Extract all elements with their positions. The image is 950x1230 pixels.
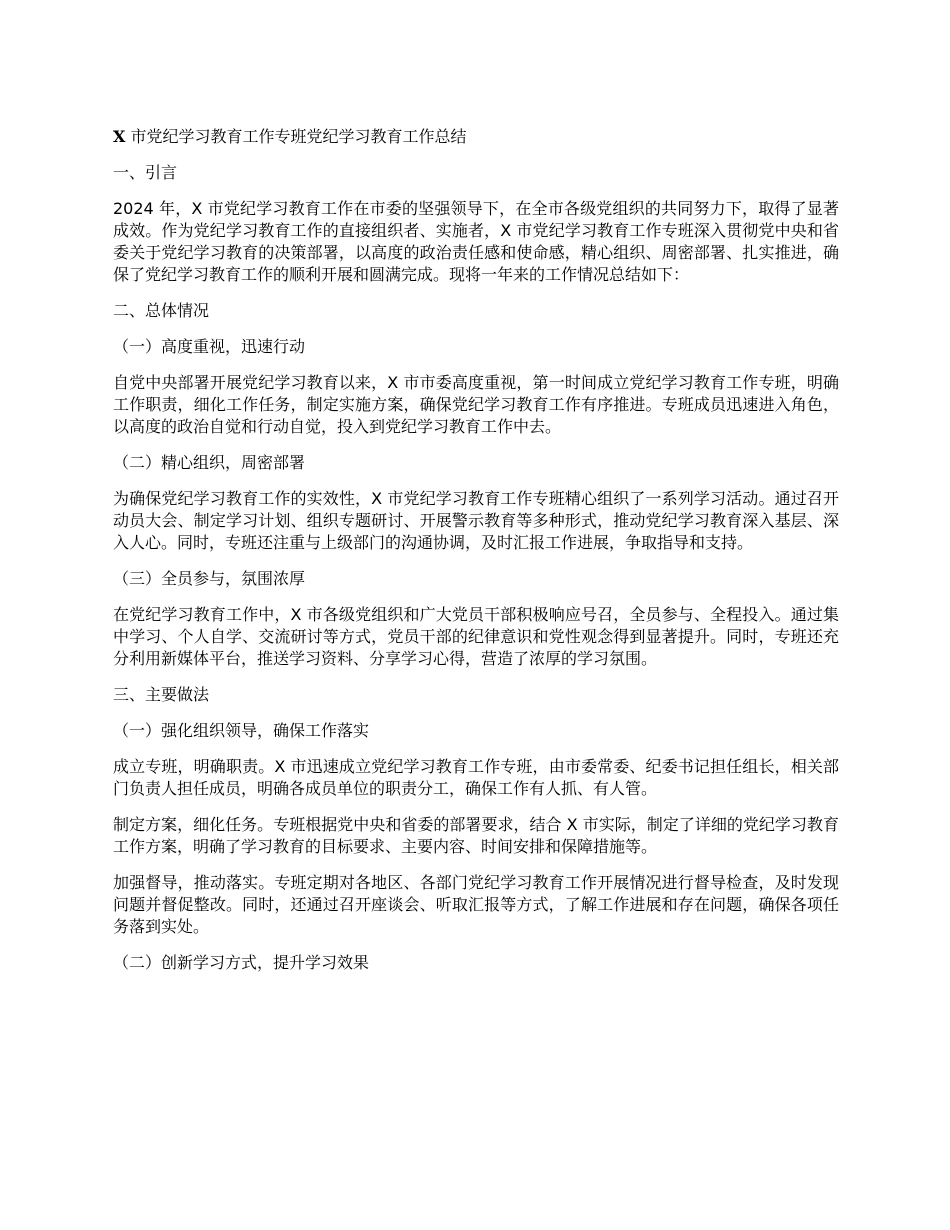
section-heading: 二、总体情况 bbox=[113, 301, 210, 320]
paragraph: 为确保党纪学习教育工作的实效性，X 市党纪学习教育工作专班精心组织了一系列学习活动。通过召开动员大会、制定学习计划、组织专题研讨、开展警示教育等多种形式，推动党纪学习教育深入基层、深入人心。同时，专班还注重与上级部门的沟通协调，及时汇报工作进展，争取指导和支持。 bbox=[113, 489, 839, 552]
subsection-heading: （二）创新学习方式，提升学习效果 bbox=[113, 953, 370, 972]
section-heading: 三、主要做法 bbox=[113, 685, 210, 704]
document-page bbox=[113, 126, 839, 988]
subsection-heading: （一）强化组织领导，确保工作落实 bbox=[113, 721, 370, 740]
subsection-heading: （一）高度重视，迅速行动 bbox=[113, 337, 306, 356]
section-heading: 一、引言 bbox=[113, 163, 178, 182]
paragraph: 2024 年，X 市党纪学习教育工作在市委的坚强领导下，在全市各级党组织的共同努力下，取得了显著成效。作为党纪学习教育工作的直接组织者、实施者，X 市党纪学习教育工作专班深入贯彻党中央和省委关于党纪学习教育的决策部署，以高度的政治责任感和使命感，精心组织、周密部署、扎实推进，确保了党纪学习教育工作的顺利开展和圆满完成。现将一年来的工作情况总结如下： bbox=[113, 199, 839, 284]
paragraph: 制定方案，细化任务。专班根据党中央和省委的部署要求，结合 X 市实际，制定了详细的党纪学习教育工作方案，明确了学习教育的目标要求、主要内容、时间安排和保障措施等。 bbox=[113, 815, 839, 856]
paragraph: 加强督导，推动落实。专班定期对各地区、各部门党纪学习教育工作开展情况进行督导检查，及时发现问题并督促整改。同时，还通过召开座谈会、听取汇报等方式，了解工作进展和存在问题，确保各项任务落到实处。 bbox=[113, 873, 839, 936]
document-title-prefix: X bbox=[113, 127, 126, 146]
document-title-text: 市党纪学习教育工作专班党纪学习教育工作总结 bbox=[125, 127, 467, 146]
paragraph: 自党中央部署开展党纪学习教育以来，X 市市委高度重视，第一时间成立党纪学习教育工作专班，明确工作职责，细化工作任务，制定实施方案，确保党纪学习教育工作有序推进。专班成员迅速进入角色，以高度的政治自觉和行动自觉，投入到党纪学习教育工作中去。 bbox=[113, 373, 839, 436]
document-title bbox=[113, 126, 839, 148]
subsection-heading: （二）精心组织，周密部署 bbox=[113, 453, 306, 472]
paragraph: 成立专班，明确职责。X 市迅速成立党纪学习教育工作专班，由市委常委、纪委书记担任组长，相关部门负责人担任成员，明确各成员单位的职责分工，确保工作有人抓、有人管。 bbox=[113, 757, 839, 798]
subsection-heading: （三）全员参与，氛围浓厚 bbox=[113, 569, 306, 588]
paragraph: 在党纪学习教育工作中，X 市各级党组织和广大党员干部积极响应号召，全员参与、全程投入。通过集中学习、个人自学、交流研讨等方式，党员干部的纪律意识和党性观念得到显著提升。同时，专班还充分利用新媒体平台，推送学习资料、分享学习心得，营造了浓厚的学习氛围。 bbox=[113, 605, 839, 668]
